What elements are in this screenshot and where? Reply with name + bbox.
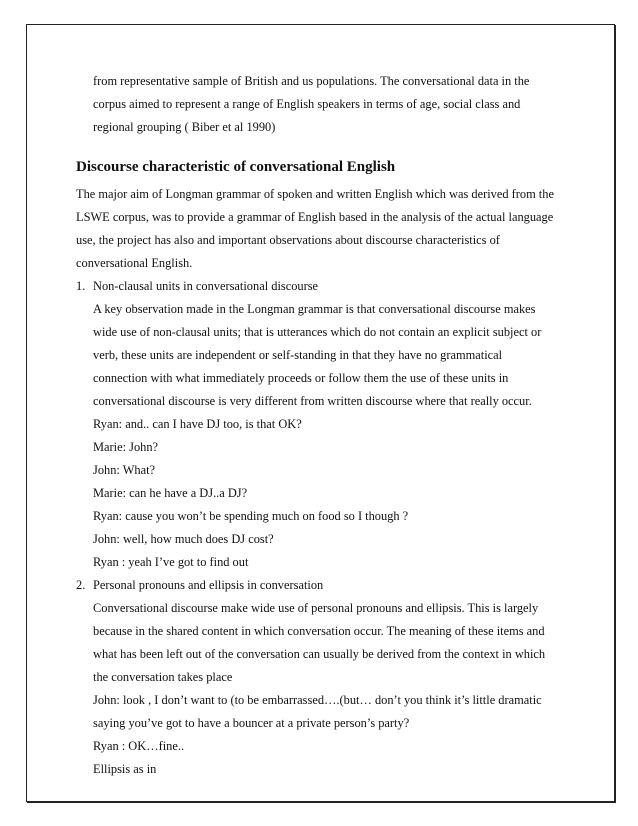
text-line: Ellipsis as in bbox=[93, 762, 157, 776]
text-line: what has been left out of the conversation can usually be derived from the context in which bbox=[93, 647, 546, 661]
page-border bbox=[26, 24, 615, 802]
text-line: connection with what immediately proceeds or follow them the use of these units in bbox=[93, 371, 509, 385]
text-line: The major aim of Longman grammar of spoken and written English which was derived from the bbox=[76, 187, 554, 201]
dialogue-line: John: What? bbox=[93, 463, 156, 477]
text-line: conversational English. bbox=[76, 256, 193, 270]
dialogue-line: John: look , I don’t want to (to be embarrassed….(but… don’t you think it’s little dramatic bbox=[93, 693, 542, 707]
text-line: from representative sample of British and us populations. The conversational data in the bbox=[93, 74, 530, 88]
dialogue-line: Ryan : OK…fine.. bbox=[93, 739, 185, 753]
text-line: the conversation takes place bbox=[93, 670, 233, 684]
section-heading: Discourse characteristic of conversational English bbox=[76, 159, 396, 175]
list-number: 2. bbox=[76, 578, 86, 592]
dialogue-line: Marie: John? bbox=[93, 440, 159, 454]
text-line: LSWE corpus, was to provide a grammar of English based in the analysis of the actual language bbox=[76, 210, 554, 224]
text-line: use, the project has also and important observations about discourse characteristics of bbox=[76, 233, 500, 247]
text-line: because in the shared content in which conversation occur. The meaning of these items and bbox=[93, 624, 545, 638]
text-line: verb, these units are independent or self-standing in that they have no grammatical bbox=[93, 348, 503, 362]
text-line: wide use of non-clausal units; that is utterances which do not contain an explicit subject or bbox=[93, 325, 542, 339]
text-line: A key observation made in the Longman grammar is that conversational discourse makes bbox=[93, 302, 536, 316]
dialogue-line: Ryan: and.. can I have DJ too, is that OK? bbox=[93, 417, 302, 431]
list-number: 1. bbox=[76, 279, 86, 293]
dialogue-line: Ryan: cause you won’t be spending much on food so I though ? bbox=[93, 509, 409, 523]
dialogue-line: John: well, how much does DJ cost? bbox=[93, 532, 274, 546]
dialogue-line: Marie: can he have a DJ..a DJ? bbox=[93, 486, 248, 500]
dialogue-line: Ryan : yeah I’ve got to find out bbox=[93, 555, 249, 569]
dialogue-line: saying you’ve got to have a bouncer at a private person’s party? bbox=[93, 716, 410, 730]
text-line: conversational discourse is very different from written discourse where that really occur. bbox=[93, 394, 532, 408]
text-line: regional grouping ( Biber et al 1990) bbox=[93, 120, 276, 134]
text-line: corpus aimed to represent a range of English speakers in terms of age, social class and bbox=[93, 97, 521, 111]
list-item-title: Personal pronouns and ellipsis in conversation bbox=[93, 578, 324, 592]
list-item-title: Non-clausal units in conversational discourse bbox=[93, 279, 319, 293]
text-line: Conversational discourse make wide use of personal pronouns and ellipsis. This is largely bbox=[93, 601, 539, 615]
